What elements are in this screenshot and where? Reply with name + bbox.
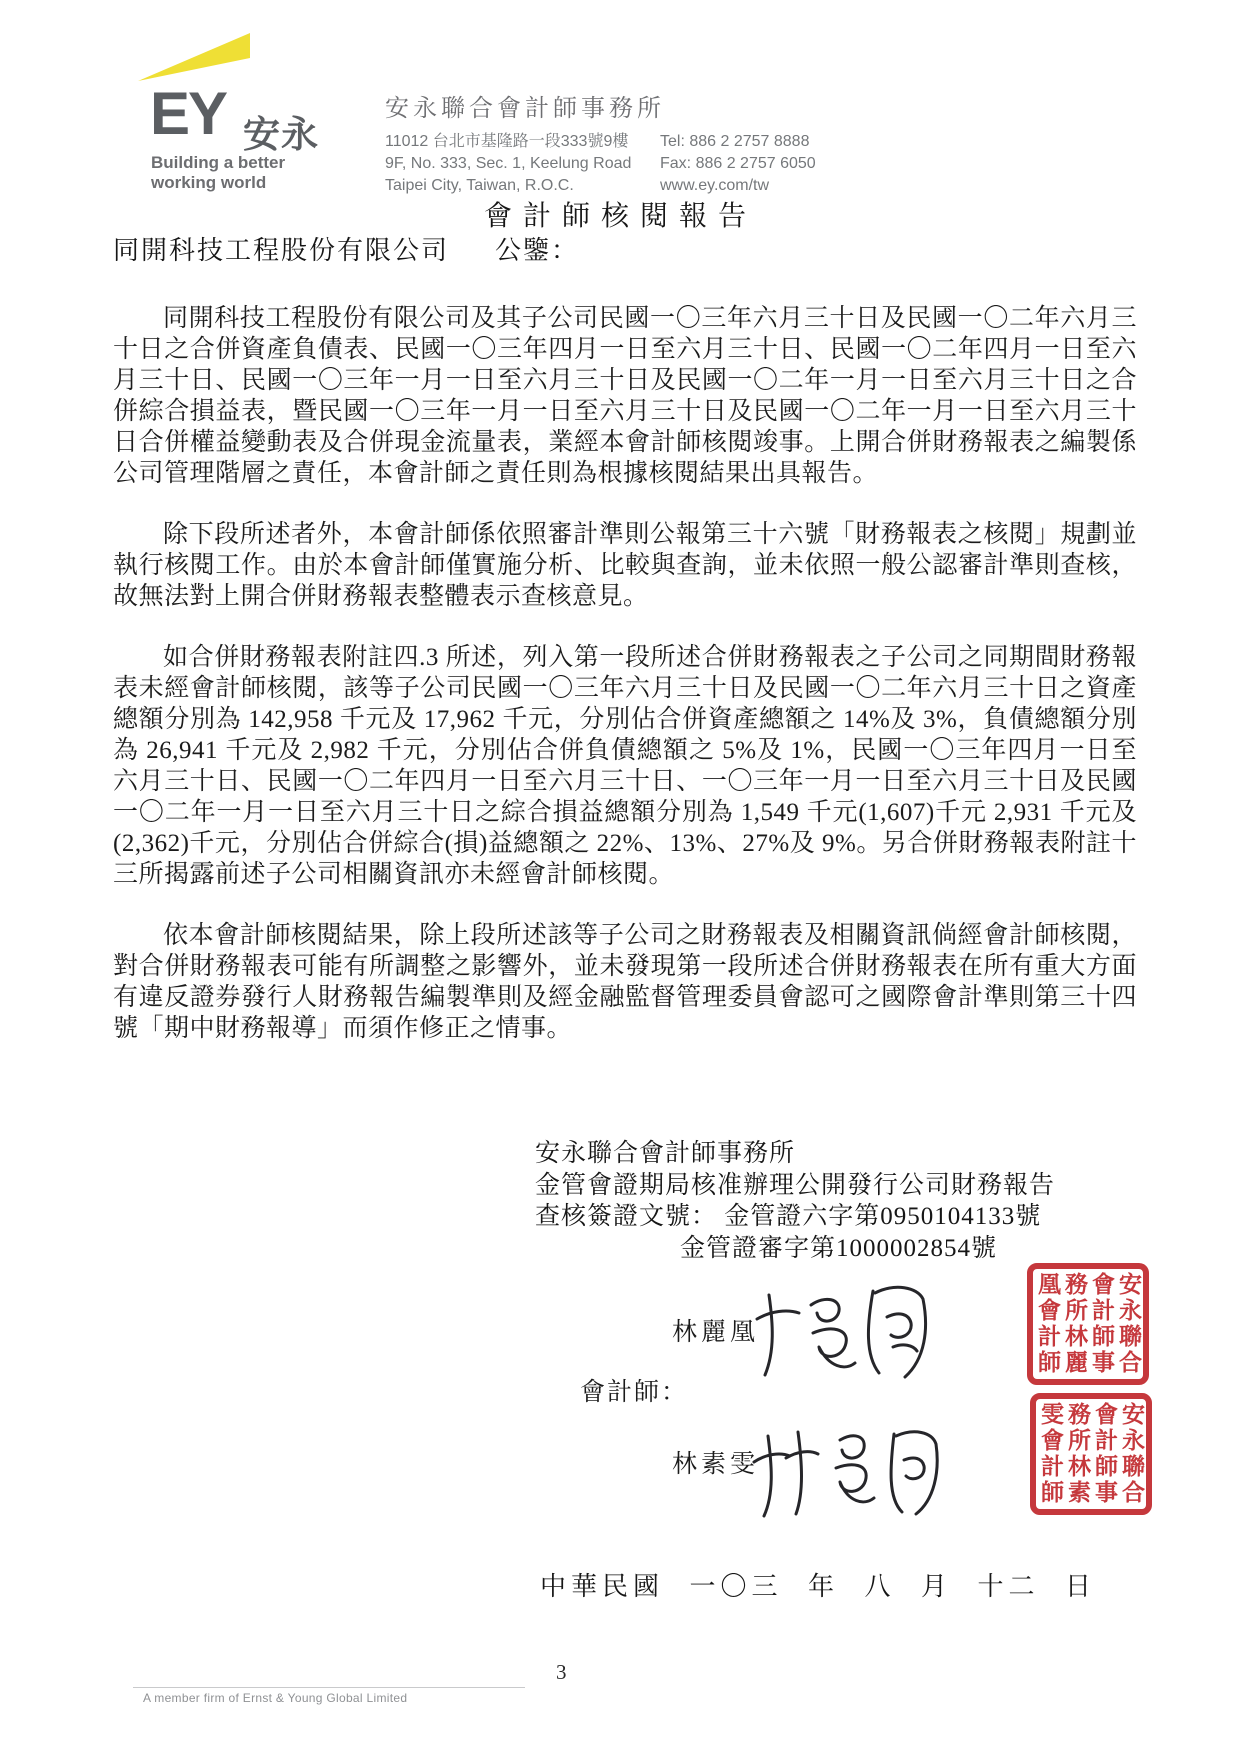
address-zh: 11012 台北市基隆路一段333號9樓 — [385, 133, 629, 150]
closing-doc-no-2: 金管證審字第1000002854號 — [680, 1234, 998, 1262]
firm-address — [385, 131, 631, 197]
report-body — [113, 303, 1137, 1074]
address-en1: 9F, No. 333, Sec. 1, Keelung Road — [385, 155, 632, 172]
signature-lin-li-feng — [755, 1283, 955, 1383]
tel: Tel: 886 2 2757 8888 — [660, 133, 810, 150]
ey-beam-icon — [138, 33, 250, 81]
closing-firm: 安永聯合會計師事務所 — [535, 1140, 796, 1167]
signature-lin-su-wen — [752, 1422, 942, 1522]
ey-logo-chinese: 安永 — [243, 114, 319, 155]
ey-tagline — [151, 153, 285, 193]
seal-stamp-lin-li-feng: 安永聯合會計師事務所林麗凰會計師 — [1027, 1263, 1149, 1385]
paragraph-review-basis: 除下段所述者外，本會計師係依照審計準則公報第三十六號「財務報表之核閱」規劃並執行核閱工作。由於本會計師僅實施分析、比較與查詢，並未依照一般公認審計準則查核，故無法對上開合併財務報表整體表示查核意見。 — [113, 521, 1137, 610]
accountant-name-2: 林素雯 — [672, 1451, 760, 1478]
salutation — [113, 230, 579, 267]
website: www.ey.com/tw — [660, 177, 770, 194]
footer-rule — [133, 1687, 525, 1688]
closing-block — [535, 1138, 1055, 1264]
ey-tagline-line1: Building a better — [151, 153, 286, 172]
accountant-name-1: 林麗凰 — [672, 1319, 760, 1346]
firm-name: 安永聯合會計師事務所 — [385, 95, 665, 122]
closing-doc-no-1: 查核簽證文號： 金管證六字第0950104133號 — [535, 1203, 1042, 1230]
closing-approval: 金管會證期局核准辦理公開發行公司財務報告 — [535, 1171, 1056, 1199]
paragraph-scope: 同開科技工程股份有限公司及其子公司民國一〇三年六月三十日及民國一〇二年六月三十日之合併資產負債表、民國一〇三年四月一日至六月三十日、民國一〇二年四月一日至六月三十日、民國一〇三年一月一日至六月三十日及民國一〇二年一月一日至六月三十日之合併綜合損益表，暨民國一〇三年一月一日至六月三十日及民國一〇二年一月一日至六月三十日合併權益變動表及合併現金流量表，業經本會計師核閱竣事。上開合併財務報表之編製係公司管理階層之責任，本會計師之責任則為根據核閱結果出具報告。 — [113, 305, 1137, 487]
fax: Fax: 886 2 2757 6050 — [660, 155, 816, 172]
seal-stamp-lin-su-wen: 安永聯合會計師事務所林素雯會計師 — [1030, 1393, 1152, 1515]
paragraph-subsidiaries: 如合併財務報表附註四.3 所述，列入第一段所述合併財務報表之子公司之同期間財務報表未經會計師核閱，該等子公司民國一〇三年六月三十日及民國一〇二年六月三十日之資產總額分別為 142,958 千元及 17,962 千元，分別佔合併資產總額之 14%及 3%，負債總額分別為 26,941 千元及 2,982 千元，分別佔合併負債總額之 5%及 1%，民國一〇三年四月一日至六月三十日、民國一〇二年四月一日至六月三十日、一〇三年一月一日至六月三十日及民國一〇二年一月一日至六月三十日之綜合損益總額分別為 1,549 千元(1,607)千元 2,931 千元及(2,362)千元，分別佔合併綜合(損)益總額之 22%、13%、27%及 9%。另合併財務報表附註十三所揭露前述子公司相關資訊亦未經會計師核閱。 — [113, 644, 1137, 888]
page-number: 3 — [556, 1660, 567, 1684]
ey-tagline-line2: working world — [151, 173, 267, 192]
paragraph-conclusion: 依本會計師核閱結果，除上段所述該等子公司之財務報表及相關資訊倘經會計師核閱，對合併財務報表可能有所調整之影響外，並未發現第一段所述合併財務報表在所有重大方面有違反證券發行人財務報告編製準則及經金融監督管理委員會認可之國際會計準則第三十四號「期中財務報導」而須作修正之情事。 — [113, 922, 1137, 1042]
report-date: 中華民國 一〇三 年 八 月 十二 日 — [540, 1572, 1097, 1601]
address-en2: Taipei City, Taiwan, R.O.C. — [385, 177, 574, 194]
ey-logo-letters: EY — [150, 80, 227, 147]
salutation-company: 同開科技工程股份有限公司 — [113, 236, 450, 265]
footer-member-note: A member firm of Ernst & Young Global Limited — [143, 1691, 408, 1705]
report-title: 會計師核閱報告 — [483, 201, 757, 232]
firm-contact — [660, 131, 816, 197]
accountant-label: 會計師： — [580, 1379, 689, 1406]
salutation-suffix: 公鑒： — [495, 236, 580, 265]
